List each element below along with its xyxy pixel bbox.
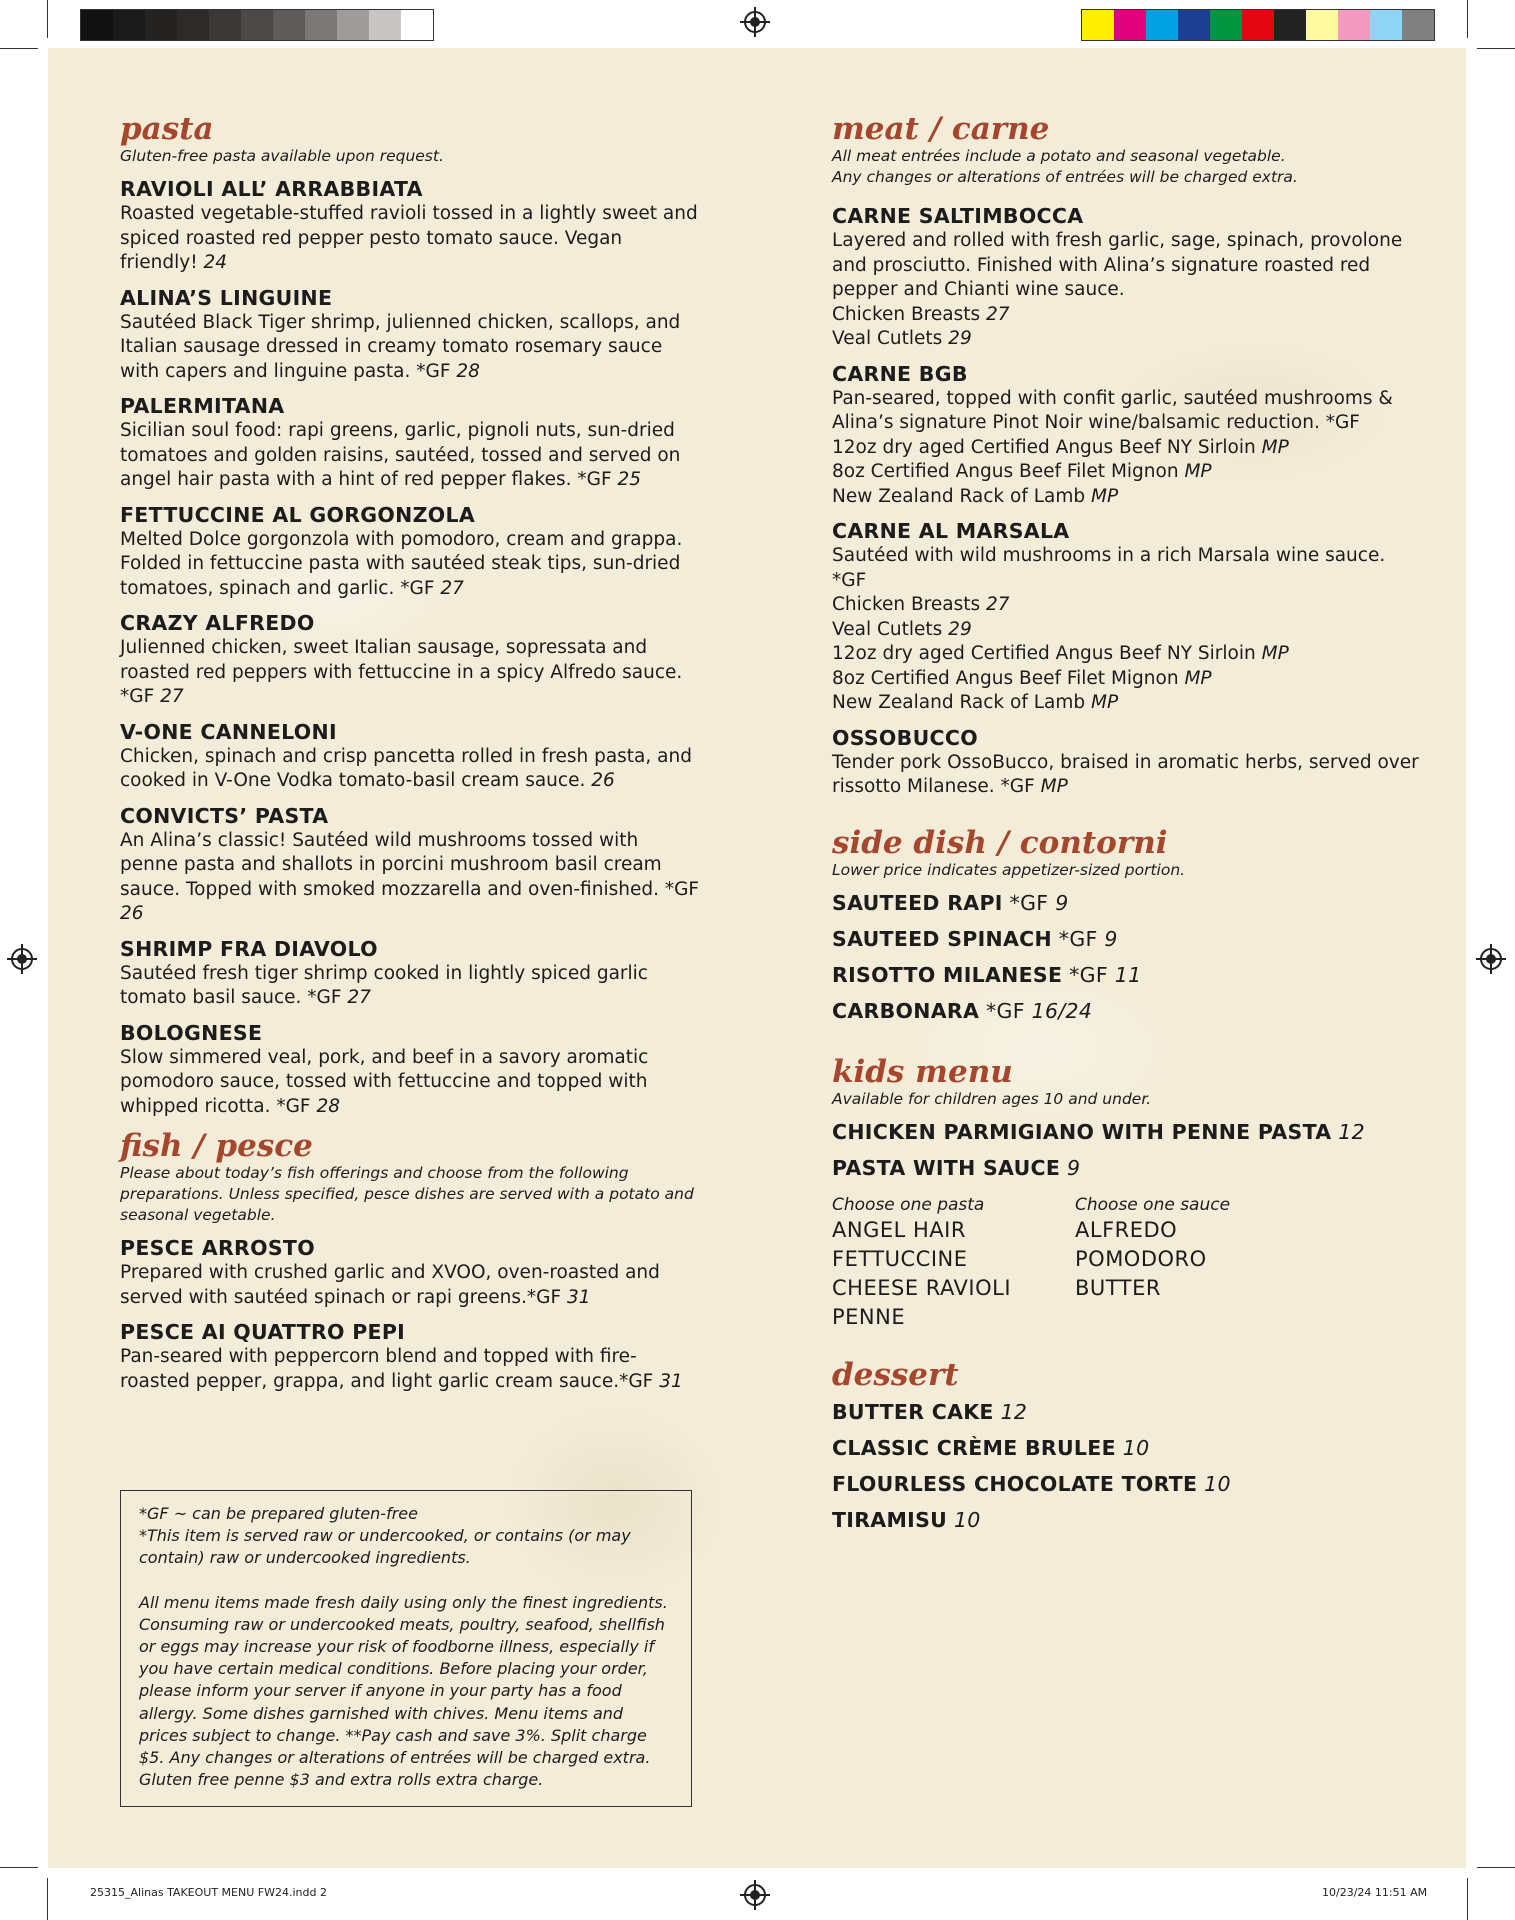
menu-item-name: PALERMITANA (120, 394, 285, 418)
menu-item-description (120, 1046, 700, 1120)
menu-item-name: ALINA’S LINGUINE (120, 285, 333, 310)
color-swatch (305, 10, 337, 40)
pasta-choice: ANGEL HAIR (832, 1217, 966, 1242)
side-note: Lower price indicates appetizer-sized portion. (832, 860, 1186, 879)
dessert-item-price: 12 (1000, 1399, 1028, 1424)
fish-items (120, 1236, 700, 1394)
option-price: MP (1184, 667, 1212, 689)
menu-item-description (120, 1345, 700, 1394)
menu-item-text: Julienned chicken, sweet Italian sausage, sopressata and roasted red peppers with fettuccine in a spicy Alfredo sauce. *GF (120, 637, 683, 707)
menu-item-name: RAVIOLI ALL’ ARRABBIATA (120, 177, 423, 201)
color-swatch (1370, 10, 1402, 40)
pasta-items (120, 177, 700, 1119)
side-item-price: 9 (1055, 890, 1069, 915)
side-item-tag: *GF (1009, 890, 1049, 915)
side-item-name: SAUTEED SPINACH (832, 926, 1052, 951)
menu-item-name: FETTUCCINE AL GORGONZOLA (120, 502, 476, 527)
kids-items (832, 1114, 1422, 1186)
color-swatch (401, 10, 433, 40)
print-date: 10/23/24 11:51 AM (1322, 1886, 1428, 1899)
meat-note-2: Any changes or alterations of entrées will be charged extra. (832, 168, 1298, 186)
menu-item-text: Sautéed fresh tiger shrimp cooked in lightly spiced garlic tomato basil sauce. *GF (120, 962, 648, 1008)
menu-item-description (832, 229, 1422, 303)
legal-note: All menu items made fresh daily using only the finest ingredients. Consuming raw or undercooked meats, poultry, seafood, shellfish or eggs may increase your risk of foodborne illness, especially if you have certain medical conditions. Before placing your order, please inform your server if anyone in your party has a food allergy. Some dishes garnished with chives. Menu items and prices subject to change. **Pay cash and save 3%. Split charge $5. Any changes or alterations of entrées will be charged extra. Gluten free penne $3 and extra rolls extra charge. (139, 1592, 668, 1790)
option-label: Veal Cutlets (832, 328, 943, 349)
color-bar (1081, 9, 1435, 41)
menu-item-description (120, 311, 700, 385)
fish-heading: fish / pesce (120, 1128, 313, 1164)
menu-item (832, 726, 1422, 800)
menu-item (120, 611, 700, 710)
dessert-section (832, 1358, 1422, 1538)
dessert-item-detail (1197, 1472, 1231, 1496)
sauce-choice: ALFREDO (1075, 1217, 1178, 1242)
pasta-choice: CHEESE RAVIOLI (832, 1275, 1012, 1300)
color-swatch (1402, 10, 1434, 40)
right-column (832, 112, 1422, 1538)
option-price: 27 (986, 303, 1010, 325)
menu-item-price: 27 (160, 686, 184, 707)
color-swatch (273, 10, 305, 40)
menu-option (832, 485, 1422, 510)
color-swatch (1274, 10, 1306, 40)
side-heading: side dish / contorni (832, 824, 1168, 861)
meat-items (832, 204, 1422, 800)
menu-item-text: Pan-seared, topped with confit garlic, sautéed mushrooms & Alina’s signature Pinot Noir wine/balsamic reduction. *GF (832, 387, 1393, 433)
dessert-heading: dessert (832, 1356, 959, 1393)
side-item-tag: *GF (1058, 926, 1098, 951)
menu-item-name: CRAZY ALFREDO (120, 611, 315, 635)
side-item-detail (1052, 927, 1118, 951)
pasta-choice-list (832, 1216, 1075, 1332)
menu-item-name: CONVICTS’ PASTA (120, 803, 329, 828)
menu-item (120, 394, 700, 493)
color-swatch (337, 10, 369, 40)
side-item-name: RISOTTO MILANESE (832, 962, 1063, 987)
color-swatch (1178, 10, 1210, 40)
menu-item-text: Melted Dolce gorgonzola with pomodoro, cream and grappa. Folded in fettuccine pasta with sautéed steak tips, sun-dried tomatoes, spinach and garlic. *GF (120, 528, 683, 599)
menu-item (120, 937, 700, 1011)
crop-mark (1467, 1878, 1468, 1920)
kids-item (832, 1150, 1422, 1186)
fish-note: Please about today’s fish offerings and choose from the following preparations. Unless specified, pesce dishes are served with a potato and seasonal vegetable. (120, 1164, 694, 1224)
color-swatch (177, 10, 209, 40)
menu-item-description (120, 745, 700, 794)
color-swatch (1306, 10, 1338, 40)
meat-section (832, 112, 1422, 800)
print-file-name: 25315_Alinas TAKEOUT MENU FW24.indd 2 (90, 1886, 327, 1899)
side-item-price: 9 (1104, 926, 1118, 951)
menu-item-description (120, 1261, 700, 1310)
color-swatch (209, 10, 241, 40)
color-swatch (1082, 10, 1114, 40)
sauce-choices (1075, 1194, 1318, 1332)
kids-item-detail (1331, 1120, 1365, 1144)
kids-item (832, 1114, 1422, 1150)
kids-note: Available for children ages 10 and under. (832, 1089, 1152, 1108)
sauce-choice-list (1075, 1216, 1318, 1303)
menu-item-description (832, 544, 1422, 593)
color-swatch (241, 10, 273, 40)
kids-item-name: CHICKEN PARMIGIANO WITH PENNE PASTA (832, 1119, 1332, 1144)
color-swatch (1146, 10, 1178, 40)
menu-item-price: 28 (456, 360, 480, 382)
registration-mark-right (1480, 948, 1502, 970)
dessert-item-price: 10 (1122, 1435, 1150, 1460)
menu-item-text: Sicilian soul food: rapi greens, garlic, pignoli nuts, sun-dried tomatoes and golden raisins, sautéed, tossed and served on angel hair pasta with a hint of red pepper flakes. *GF (120, 420, 681, 490)
option-price: 29 (948, 328, 972, 349)
menu-item-description (120, 202, 700, 276)
option-price: MP (1261, 436, 1289, 458)
menu-option (832, 303, 1422, 328)
menu-item-description (120, 962, 700, 1011)
side-item-name: SAUTEED RAPI (832, 890, 1003, 915)
menu-option (832, 436, 1422, 461)
dessert-item-name: FLOURLESS CHOCOLATE TORTE (832, 1471, 1198, 1496)
menu-item-text: Sautéed with wild mushrooms in a rich Marsala wine sauce. *GF (832, 545, 1386, 591)
side-item (832, 885, 1422, 921)
pasta-section (120, 112, 700, 1119)
option-price: MP (1091, 692, 1119, 713)
menu-item-name: CARNE AL MARSALA (832, 519, 1070, 543)
option-price: MP (1091, 485, 1119, 507)
registration-mark-top (744, 11, 766, 33)
color-swatch (1242, 10, 1274, 40)
menu-item (120, 177, 700, 276)
option-label: Chicken Breasts (832, 303, 981, 325)
menu-item-name: PESCE ARROSTO (120, 1236, 315, 1260)
menu-item-description (120, 419, 700, 493)
color-swatch (113, 10, 145, 40)
menu-option (832, 593, 1422, 618)
dessert-item (832, 1466, 1422, 1502)
fish-section (120, 1129, 700, 1394)
menu-item-text: Chicken, spinach and crisp pancetta rolled in fresh pasta, and cooked in V-One Vodka tomato-basil cream sauce. (120, 745, 692, 791)
menu-item-text: Roasted vegetable-stuffed ravioli tossed in a lightly sweet and spiced roasted red pepper pesto tomato sauce. Vegan friendly! (120, 203, 698, 273)
gf-note: *GF ~ can be prepared gluten-free (139, 1504, 418, 1523)
menu-item-description (120, 829, 700, 927)
pasta-heading: pasta (120, 111, 214, 147)
menu-item-description (120, 528, 700, 602)
raw-note: *This item is served raw or undercooked, or contains (or may contain) raw or undercooked ingredients. (139, 1526, 631, 1568)
option-label: 12oz dry aged Certified Angus Beef NY Sirloin (832, 436, 1256, 458)
crop-mark (1477, 48, 1515, 49)
dessert-item-detail (1116, 1436, 1150, 1460)
meat-heading: meat / carne (832, 111, 1050, 147)
menu-option (832, 667, 1422, 692)
sauce-choice: BUTTER (1075, 1275, 1161, 1300)
menu-item-price: 28 (316, 1095, 340, 1117)
menu-item-description (832, 387, 1422, 436)
color-swatch (369, 10, 401, 40)
menu-item-price: 26 (591, 770, 615, 791)
crop-mark (0, 1867, 38, 1868)
menu-option (832, 327, 1422, 352)
menu-item-text: Pan-seared with peppercorn blend and topped with fire-roasted pepper, grappa, and light garlic cream sauce.*GF (120, 1346, 654, 1392)
option-label: 12oz dry aged Certified Angus Beef NY Sirloin (832, 643, 1256, 664)
dessert-item (832, 1502, 1422, 1538)
sauce-choice-heading: Choose one sauce (1075, 1194, 1231, 1215)
option-price: 29 (948, 618, 972, 640)
menu-item (120, 804, 700, 927)
menu-item (832, 362, 1422, 510)
color-swatch (1338, 10, 1370, 40)
menu-item-price: 24 (203, 252, 228, 273)
option-label: New Zealand Rack of Lamb (832, 485, 1086, 507)
menu-item-price: 31 (567, 1286, 591, 1308)
crop-mark (47, 0, 48, 38)
dessert-item (832, 1394, 1422, 1430)
menu-item-name: PESCE AI QUATTRO PEPI (120, 1320, 406, 1344)
side-item-detail (1062, 963, 1141, 987)
side-item (832, 993, 1422, 1029)
dessert-item-price: 10 (1204, 1471, 1231, 1496)
menu-item-name: SHRIMP FRA DIAVOLO (120, 936, 378, 961)
menu-item-description (832, 751, 1422, 800)
menu-item-name: BOLOGNESE (120, 1020, 263, 1045)
menu-item-text: Prepared with crushed garlic and XVOO, oven-roasted and served with sautéed spinach or rapi greens.*GF (120, 1262, 660, 1308)
crop-mark (0, 48, 38, 49)
kids-options (832, 1194, 1422, 1332)
option-label: Veal Cutlets (832, 618, 943, 640)
crop-mark (1467, 0, 1468, 38)
registration-mark-bottom (744, 1884, 766, 1906)
menu-item-text: An Alina’s classic! Sautéed wild mushrooms tossed with penne pasta and shallots in porcini mushroom basil cream sauce. Topped with smoked mozzarella and oven-finished. *GF (120, 829, 700, 900)
menu-item-text: Sautéed Black Tiger shrimp, julienned chicken, scallops, and Italian sausage dressed in creamy tomato rosemary sauce with capers and linguine pasta. *GF (120, 311, 681, 382)
kids-section (832, 1055, 1422, 1332)
kids-heading: kids menu (832, 1053, 1013, 1090)
menu-item (832, 204, 1422, 352)
option-label: Chicken Breasts (832, 594, 981, 615)
menu-item-price: 25 (617, 469, 642, 490)
dessert-item-name: BUTTER CAKE (832, 1399, 994, 1424)
menu-option (832, 460, 1422, 485)
option-price: MP (1184, 461, 1212, 482)
dessert-item-detail (947, 1508, 981, 1532)
side-item (832, 957, 1422, 993)
option-label: 8oz Certified Angus Beef Filet Mignon (832, 667, 1179, 689)
sauce-choice: POMODORO (1075, 1246, 1207, 1271)
menu-item-name: V-ONE CANNELONI (120, 719, 337, 744)
menu-item-name: CARNE BGB (832, 361, 968, 386)
menu-item (120, 286, 700, 385)
dessert-items (832, 1394, 1422, 1538)
menu-item-name: OSSOBUCCO (832, 725, 978, 750)
pasta-choice-heading: Choose one pasta (832, 1194, 985, 1215)
side-item (832, 921, 1422, 957)
side-item-detail (979, 999, 1092, 1023)
meat-note-1: All meat entrées include a potato and seasonal vegetable. (832, 147, 1286, 165)
kids-item-name: PASTA WITH SAUCE (832, 1155, 1061, 1180)
menu-item-text: Layered and rolled with fresh garlic, sage, spinach, provolone and prosciutto. Finished with Alina’s signature roasted red pepper and Chianti wine sauce. (832, 230, 1403, 300)
pasta-choice: PENNE (832, 1304, 906, 1329)
menu-option (832, 618, 1422, 643)
side-items (832, 885, 1422, 1029)
menu-item-price: 31 (659, 1370, 683, 1392)
menu-item-price: 27 (440, 577, 464, 599)
menu-item (120, 503, 700, 602)
side-item-tag: *GF (985, 998, 1025, 1023)
menu-item-text: Slow simmered veal, pork, and beef in a savory aromatic pomodoro sauce, tossed with fettuccine and topped with whipped ricotta. *GF (120, 1046, 649, 1117)
kids-item-detail (1060, 1156, 1080, 1180)
side-item-name: CARBONARA (832, 998, 980, 1023)
side-item-price: 16/24 (1031, 998, 1093, 1023)
option-price: 27 (986, 594, 1010, 615)
menu-option (832, 642, 1422, 667)
option-label: 8oz Certified Angus Beef Filet Mignon (832, 461, 1179, 482)
pasta-choice: FETTUCCINE (832, 1246, 968, 1271)
kids-item-price: 9 (1067, 1155, 1081, 1180)
left-column (120, 112, 700, 1394)
disclaimer-box (120, 1490, 692, 1807)
gray-color-bar (80, 9, 434, 41)
menu-item-price: MP (1040, 776, 1068, 797)
color-swatch (81, 10, 113, 40)
dessert-item (832, 1430, 1422, 1466)
side-item-price: 11 (1114, 962, 1142, 987)
color-swatch (1210, 10, 1242, 40)
dessert-item-name: CLASSIC CRÈME BRULEE (832, 1435, 1116, 1460)
menu-item-description (120, 636, 700, 710)
dessert-item-name: TIRAMISU (832, 1507, 948, 1532)
registration-mark-left (11, 948, 33, 970)
dessert-item-price: 10 (953, 1507, 981, 1532)
menu-item (832, 519, 1422, 716)
pasta-note: Gluten-free pasta available upon request. (120, 147, 444, 165)
dessert-item-detail (994, 1400, 1028, 1424)
color-swatch (1114, 10, 1146, 40)
kids-item-price: 12 (1338, 1119, 1365, 1144)
menu-item (120, 1320, 700, 1394)
pasta-choices (832, 1194, 1075, 1332)
crop-mark (47, 1878, 48, 1920)
menu-option (832, 691, 1422, 716)
side-section (832, 826, 1422, 1029)
option-label: New Zealand Rack of Lamb (832, 692, 1086, 713)
menu-item-text: Tender pork OssoBucco, braised in aromatic herbs, served over rissotto Milanese. *GF (832, 751, 1419, 797)
menu-item (120, 1236, 700, 1310)
menu-item (120, 1021, 700, 1120)
menu-item (120, 720, 700, 794)
menu-item-price: 26 (120, 903, 144, 924)
side-item-detail (1003, 891, 1069, 915)
menu-item-name: CARNE SALTIMBOCCA (832, 204, 1084, 228)
side-item-tag: *GF (1069, 962, 1108, 987)
color-swatch (145, 10, 177, 40)
crop-mark (1477, 1867, 1515, 1868)
option-price: MP (1261, 643, 1289, 664)
menu-item-price: 27 (347, 987, 371, 1008)
